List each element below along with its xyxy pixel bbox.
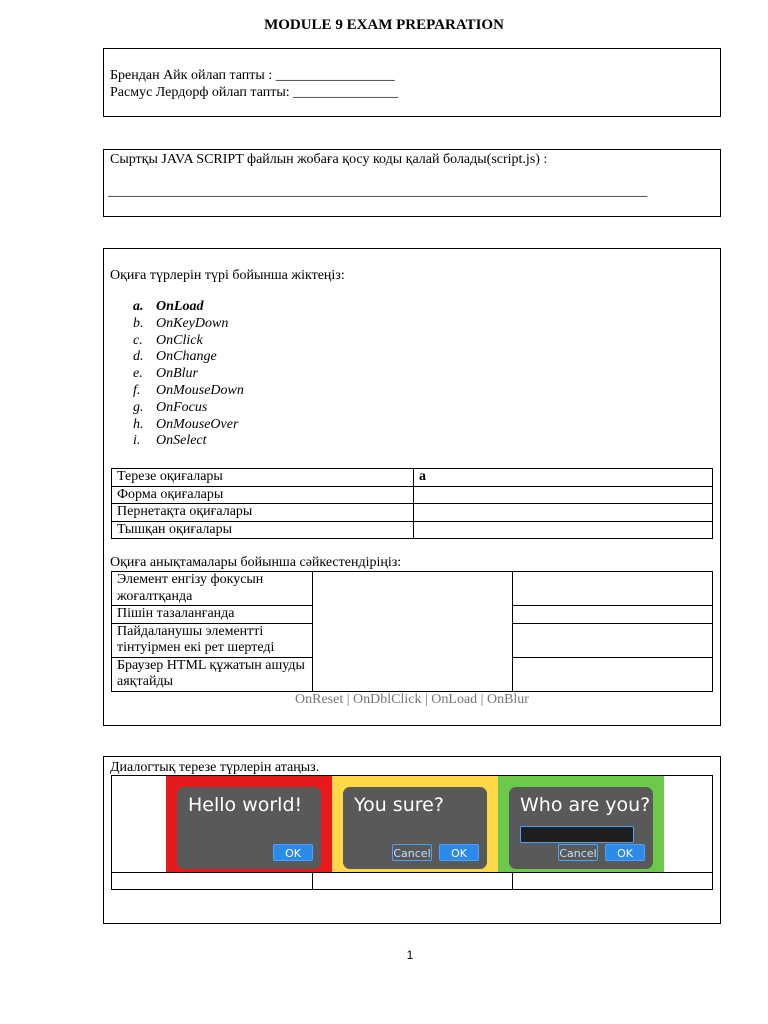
prompt-ok-button: OK: [605, 844, 645, 861]
event-list: [133, 299, 244, 450]
prompt-cancel-button: Cancel: [558, 844, 598, 861]
dialogs-col-divider-2: [512, 872, 513, 890]
dialogs-col-divider-1: [312, 872, 313, 890]
event-list-item: [133, 316, 244, 333]
event-definition: Элемент енгізу фокусын жоғалтқанда: [112, 572, 313, 606]
event-list-item: [133, 417, 244, 434]
event-list-item: [133, 299, 244, 316]
event-list-item: [133, 366, 244, 383]
event-marker: h.: [133, 416, 144, 432]
event-category-table: [111, 468, 713, 539]
table-row: [112, 521, 713, 539]
dialog-examples-image: [166, 776, 664, 872]
match-options-hint: OnReset | OnDblClick | OnLoad | OnBlur: [295, 692, 529, 707]
category-answer[interactable]: a: [414, 469, 713, 487]
confirm-dialog-panel: [332, 776, 498, 872]
event-name: OnMouseOver: [156, 416, 239, 432]
prompt-dialog: [509, 787, 653, 869]
event-list-item: [133, 333, 244, 350]
match-instruction: Оқиға анықтамалары бойынша сәйкестендіріңіз:: [110, 555, 402, 570]
event-marker: b.: [133, 315, 144, 331]
event-list-item: [133, 433, 244, 450]
event-marker: e.: [133, 366, 143, 382]
category-label: Пернетақта оқиғалары: [112, 504, 414, 522]
event-name: OnBlur: [156, 366, 198, 382]
prompt-text-input: [520, 826, 634, 843]
prompt-dialog-panel: [498, 776, 664, 872]
event-marker: g.: [133, 399, 144, 415]
author-line-1: Брендан Айк ойлап тапты : _________________: [110, 68, 395, 83]
events-instruction: Оқиға түрлерін түрі бойынша жіктеңіз:: [110, 268, 345, 283]
script-question-text: Сыртқы JAVA SCRIPT файлын жобаға қосу коды қалай болады(script.js) :: [110, 152, 548, 167]
event-marker: d.: [133, 349, 144, 365]
match-table: [111, 571, 713, 692]
event-name: OnChange: [156, 349, 217, 365]
dialogs-box: [103, 756, 721, 924]
match-answer-cell[interactable]: [513, 572, 713, 606]
dialogs-table-frame: [111, 775, 713, 890]
category-label: Форма оқиғалары: [112, 486, 414, 504]
authors-box: [103, 48, 721, 117]
event-marker: a.: [133, 299, 144, 314]
alert-dialog-title: Hello world!: [188, 794, 303, 816]
table-row: [112, 572, 713, 606]
event-name: OnLoad: [156, 299, 204, 314]
dialogs-instruction: Диалогтық терезе түрлерін атаңыз.: [110, 760, 320, 775]
match-answer-cell[interactable]: [513, 623, 713, 657]
alert-ok-button: OK: [273, 844, 313, 861]
category-answer[interactable]: [414, 521, 713, 539]
table-row: [112, 469, 713, 487]
category-answer[interactable]: [414, 486, 713, 504]
dialogs-row-divider: [112, 872, 712, 873]
events-box: [103, 248, 721, 726]
event-name: OnKeyDown: [156, 315, 229, 331]
category-answer[interactable]: [414, 504, 713, 522]
confirm-ok-button: OK: [439, 844, 479, 861]
event-marker: i.: [133, 433, 141, 449]
confirm-cancel-button: Cancel: [392, 844, 432, 861]
category-label: Тышқан оқиғалары: [112, 521, 414, 539]
event-name: OnFocus: [156, 399, 208, 415]
match-blank-column: [313, 572, 513, 692]
table-row: [112, 486, 713, 504]
alert-dialog-panel: [166, 776, 332, 872]
event-list-item: [133, 400, 244, 417]
event-name: OnSelect: [156, 433, 207, 449]
event-name: OnMouseDown: [156, 382, 244, 398]
table-row: [112, 504, 713, 522]
event-marker: c.: [133, 332, 143, 348]
page-number: 1: [406, 948, 414, 962]
confirm-dialog: [343, 787, 487, 869]
match-answer-cell[interactable]: [513, 657, 713, 691]
event-definition: Пайдаланушы элементті тінтуірмен екі рет шертеді: [112, 623, 313, 657]
event-marker: f.: [133, 382, 141, 398]
category-label: Терезе оқиғалары: [112, 469, 414, 487]
event-list-item: [133, 383, 244, 400]
alert-dialog: [177, 787, 321, 869]
script-question-box: [103, 149, 721, 217]
prompt-dialog-title: Who are you?: [520, 794, 651, 816]
event-definition: Пішін тазаланғанда: [112, 606, 313, 624]
script-answer-line: _____________________________________________________________________________: [108, 184, 647, 199]
event-name: OnClick: [156, 332, 203, 348]
event-list-item: [133, 349, 244, 366]
match-answer-cell[interactable]: [513, 606, 713, 624]
confirm-dialog-title: You sure?: [354, 794, 444, 816]
page-title: MODULE 9 EXAM PREPARATION: [264, 17, 504, 33]
author-line-2: Расмус Лердорф ойлап тапты: _______________: [110, 85, 399, 100]
event-definition: Браузер HTML құжатын ашуды аяқтайды: [112, 657, 313, 691]
